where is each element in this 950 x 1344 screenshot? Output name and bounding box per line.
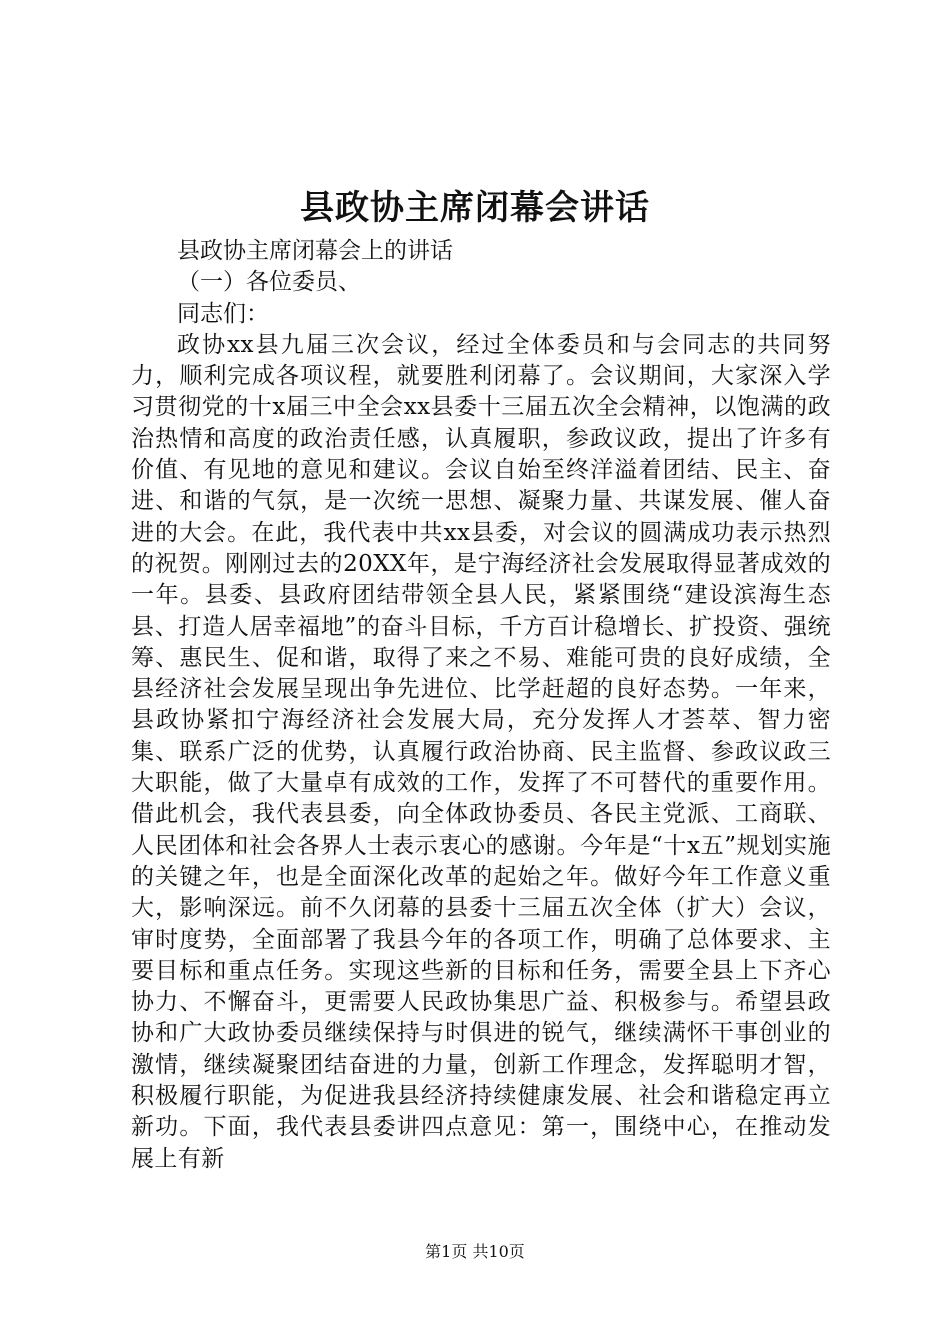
salutation-line-1: （一）各位委员、 [177,269,361,296]
document-title: 县政协主席闭幕会讲话 [300,188,650,228]
document-content [131,236,831,1175]
salutation-line-2: 同志们： [177,300,269,327]
heading-line: 县政协主席闭幕会上的讲话 [177,238,453,264]
page-number: 第1页 共10页 [425,1242,525,1261]
body-paragraph: 政协xx县九届三次会议，经过全体委员和与会同志的共同努力，顺利完成各项议程，就要胜利闭幕了。会议期间，大家深入学习贯彻党的十x届三中全会xx县委十三届五次全会精神，以饱满的政治热情和高度的政治责任感，认真履职，参政议政，提出了许多有价值、有见地的意见和建议。会议自始至终洋溢着团结、民主、奋进、和谐的气氛，是一次统一思想、凝聚力量、共谋发展、催人奋进的大会。在此，我代表中共xx县委，对会议的圆满成功表示热烈的祝贺。刚刚过去的20XX年，是宁海经济社会发展取得显著成效的一年。县委、县政府团结带领全县人民，紧紧围绕“建设滨海生态县、打造人居幸福地”的奋斗目标，千方百计稳增长、扩投资、强统筹、惠民生、促和谐，取得了来之不易、难能可贵的良好成绩，全县经济社会发展呈现出争先进位、比学赶超的良好态势。一年来，县政协紧扣宁海经济社会发展大局，充分发挥人才荟萃、智力密集、联系广泛的优势，认真履行政治协商、民主监督、参政议政三大职能，做了大量卓有成效的工作，发挥了不可替代的重要作用。借此机会，我代表县委，向全体政协委员、各民主党派、工商联、人民团体和社会各界人士表示衷心的感谢。今年是“十x五”规划实施的关键之年，也是全面深化改革的起始之年。做好今年工作意义重大，影响深远。前不久闭幕的县委十三届五次全体（扩大）会议，审时度势，全面部署了我县今年的各项工作，明确了总体要求、主要目标和重点任务。实现这些新的目标和任务，需要全县上下齐心协力、不懈奋斗，更需要人民政协集思广益、积极参与。希望县政协和广大政协委员继续保持与时俱进的锐气，继续满怀干事创业的激情，继续凝聚团结奋进的力量，创新工作理念，发挥聪明才智，积极履行职能，为促进我县经济持续健康发展、社会和谐稳定再立新功。下面，我代表县委讲四点意见：第一，围绕中心，在推动发展上有新 [131,331,831,1172]
